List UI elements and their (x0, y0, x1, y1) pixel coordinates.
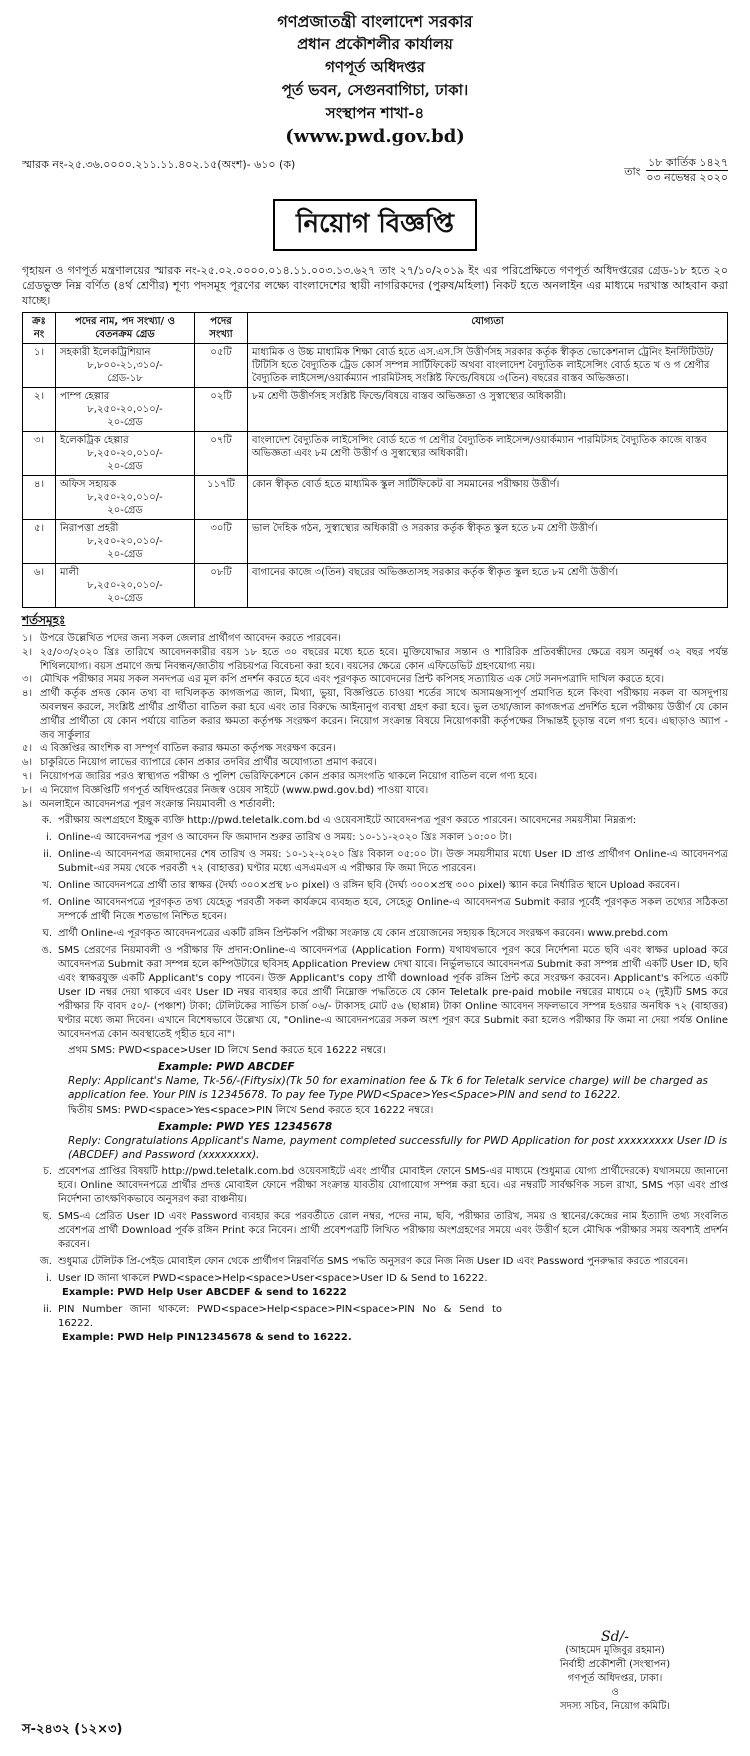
office-name: প্রধান প্রকৌশলীর কার্যালয় (297, 35, 453, 53)
item-text: প্রবেশপত্র প্রাপ্তির বিষয়টি http://pwd.teletalk.com.bd ওয়েবসাইটে এবং প্রার্থীর মোবাইল ফোনে SMS-এর মাধ্যমে (শুধুমাত্র যোগ্য প্রার্থীদেরকে) যথাসময়ে জানানো হবে। Online আবেদনপত্রে প্রার্থীর প্রদত্ত মোবাইল ফোনে পরীক্ষা সংক্রান্ত যাবতীয় যোগাযোগ সম্পন্ন করা হবে। এর নম্বরটি সার্বক্ষণিক সচল রাখা, SMS পড়া এবং প্রাপ্ত নির্দেশনা তাৎক্ষণিকভাবে অনুসরণ করা বাঞ্চনীয়। (58, 1166, 728, 1206)
item-text: PIN Number জানা থাকলে: PWD<space>Help<space>PIN<space>PIN No & Send to 16222. (58, 1304, 502, 1330)
row-post (56, 344, 195, 388)
row-post: পাম্প হেল্পার (60, 391, 110, 402)
item-text: অনলাইনে আবেদনপত্র পূরণ সংক্রান্ত নিয়মাবলী ও শর্তাবলী: (40, 798, 276, 810)
sms-second-block (68, 1104, 728, 1134)
sms-first: প্রথম SMS: PWD<space>User ID লিখে Send করতে হবে 16222 নম্বরে। (68, 1045, 386, 1057)
row-count: ০৫টি (195, 344, 248, 388)
rule-item (22, 848, 728, 876)
item-text: Online-এ আবেদনপত্র জমাদানের শেষ তারিখ ও সময়: ১০-১২-২০২০ খ্রিঃ বিকাল ০৫:০০ টা। উক্ত সময়সীমার মধ্যে User ID প্রাপ্ত প্রার্থীগণ Online-এ আবেদনপত্র Submit-এর সময় থেকে পরবর্তী ৭২ (বাহাত্তর) ঘণ্টার মধ্যে এসএমএস এ পরীক্ষার ফি জমা দিতে পারবেন। (58, 849, 728, 875)
signatory-role: সদস্য সচিব, নিয়োগ কমিটি। (560, 1701, 670, 1712)
row-serial: ৫। (23, 520, 56, 564)
item-number: গ. (42, 897, 52, 909)
posts-table (22, 312, 728, 608)
date-label: তাং (624, 165, 641, 178)
item-text: উপরে উল্লেখিত পদের জন্য সকল জেলার প্রার্থীগণ আবেদন করতে পারবেন। (40, 633, 341, 644)
row-serial: ৩। (23, 432, 56, 476)
table-row (23, 432, 728, 476)
rule-item (22, 831, 728, 845)
row-grade: ২০-গ্রেড (107, 505, 143, 516)
row-grade: গ্রেড-১৮ (107, 373, 143, 384)
terms-list (22, 632, 728, 811)
item-text: প্রার্থী Online-এ পূরণকৃত আবেদনপত্রের একটি রঙ্গিন প্রিন্টকপি পরীক্ষা সংক্রান্ত যে কোন প্রয়োজনের সহায়ক হিসেবে সংরক্ষণ করবেন। www.prebd.com (58, 928, 668, 940)
item-number: খ. (42, 880, 52, 892)
signatory-and: ও (611, 1687, 619, 1698)
rule-item (22, 1210, 728, 1252)
letterhead (22, 10, 728, 148)
row-post: ইলেকট্রিক হেল্পার (60, 435, 129, 446)
item-example: Example: PWD Help PIN12345678 & send to 16222. (62, 1332, 352, 1344)
item-number: ছ. (42, 1211, 52, 1223)
terms-title: শর্তসমূহঃ (22, 613, 66, 627)
item-number: জ. (39, 1256, 52, 1268)
row-count: ১১৭টি (195, 476, 248, 520)
notice-title: নিয়োগ বিজ্ঞপ্তি (273, 199, 477, 251)
rule-item (22, 944, 728, 1042)
item-number: ঘ. (42, 928, 52, 940)
row-scale: ৮,২৫০-২০,০১০/- (87, 580, 163, 591)
table-row (23, 564, 728, 608)
row-qualification: ৮ম শ্রেণী উত্তীর্ণসহ সংশ্লিষ্ট ফিল্ডে/বিষয়ে বাস্তব অভিজ্ঞতা ও সুস্বাস্থ্যের অধিকারী। (248, 388, 728, 432)
col-post: পদের নাম, পদ সংখ্যা/ ও বেতনক্রম গ্রেড (56, 313, 195, 344)
item-text: SMS প্রেরণের নিয়মাবলী ও পরীক্ষার ফি প্রদান:Online-এ আবেদনপত্র (Application Form) যথাযথভাবে পূরণ করে নির্দেশনা মতে ছবি এবং স্বাক্ষর upload করে আবেদনপত্র Submit করা সম্পন্ন হলে কম্পিউটারে ছবিসহ Application Preview দেখা যাবে। নির্ভুলভাবে আবেদনপত্র Submit করা সম্পন্ন প্রার্থী একটি User ID, ছবি এবং স্বাক্ষরযুক্ত একটি Applicant's copy পাবেন। উক্ত Applicant's copy প্রার্থী download পূর্বক রঙ্গিন প্রিন্ট করে সংরক্ষণ করবেন। Applicant's কপিতে একটি User ID নম্বর দেয়া থাকবে এবং User ID নম্বর ব্যবহার করে প্রার্থী নিম্নোক্ত পদ্ধতিতে যে কোন Teletalk pre-paid mobile নম্বরের মাধ্যমে ০২ (দুই)টি SMS করে পরীক্ষার ফি বাবদ ৫০/- (পঞ্চাশ) টাকা; টেলিটকের সার্ভিস চার্জ ০৬/- টাকাসহ মোট ৫৬ (ছাপ্পান্ন) টাকা Online আবেদন সফলভাবে সম্পন্ন হওয়ার অনধিক ৭২ (বাহাত্তর) ঘণ্টার মধ্যে জমা দিবেন। এখানে বিশেষভাবে উল্লেখ্য যে, "Online-এ আবেদনপত্রের সকল অংশ পূরণ করে Submit করা হলেও পরীক্ষার ফি জমা না দেয়া পর্যন্ত Online আবেদনপত্র কোন অবস্থাতেই গৃহীত হবে না"। (58, 945, 728, 1041)
item-number: ৯। (22, 798, 33, 810)
table-row (23, 344, 728, 388)
row-scale: ৮,৮০০-২১,৩১০/- (87, 360, 163, 371)
term-item (22, 687, 728, 742)
table-row (23, 388, 728, 432)
item-number: ক. (41, 815, 52, 827)
item-text: Online-এ আবেদনপত্র পূরণ ও আবেদন ফি জমাদান শুরুর তারিখ ও সময়: ১০-১১-২০২০ খ্রিঃ সকাল ১০:০০ টা। (58, 832, 512, 844)
sms-section (68, 1044, 728, 1074)
term-item (22, 770, 728, 784)
sms-second: দ্বিতীয় SMS: PWD<space>Yes<space>PIN লিখে Send করতে হবে 16222 নম্বরে। (68, 1105, 434, 1117)
term-item (22, 784, 728, 798)
signatory-designation: নির্বাহী প্রকৌশলী (সংস্থাপন) (559, 1659, 671, 1670)
row-serial: ৪। (23, 476, 56, 520)
item-text: ২৫/০৩/২০২০ খ্রিঃ তারিখে আবেদনকারীর বয়স ১৮ হতে ৩০ বছরের মধ্যে হতে হবে। মুক্তিযোদ্ধার সন্তান ও শারিরিক প্রতিবন্ধীদের ক্ষেত্রে বয়স অনুর্ধ্ব ৩২ বছর পর্যন্ত শিথিলযোগ্য। বয়স প্রমাণে জন্ম নিবন্ধন/জাতীয় পরিচয়পত্র বিবেচনা করা হবে। বয়সের ক্ষেত্রে কোন এফিডেভিট গ্রহণযোগ্য নয়। (40, 646, 728, 672)
sms-second-example: Example: PWD YES 12345678 (158, 1121, 333, 1134)
item-text: Online আবেদনপত্রে প্রার্থী তার স্বাক্ষর (দৈর্ঘ্য ৩০০×প্রস্থ ৮০ pixel) ও রঙ্গিন ছবি (দৈর্ঘ্য ৩০০×প্রস্থ ৩০০ pixel) স্ক্যান করে নির্ধারিত স্থানে Upload করবেন। (58, 880, 680, 892)
row-post (56, 564, 195, 608)
row-qualification: বাগানের কাজে ৩(তিন) বছরের অভিজ্ঞতাসহ সরকার কর্তৃক স্বীকৃত স্কুল হতে ৮ম শ্রেণী উত্তীর্ণ। (248, 564, 728, 608)
govt-title: গণপ্রজাতন্ত্রী বাংলাদেশ সরকার (277, 12, 473, 31)
row-count: ৩০টি (195, 520, 248, 564)
posts-table-body (23, 344, 728, 608)
item-number: i. (46, 832, 52, 844)
item-number: ২। (22, 646, 33, 658)
rule-item (22, 879, 728, 893)
row-post: অফিস সহায়ক (60, 479, 117, 490)
item-text: এ বিজ্ঞপ্তির আংশিক বা সম্পূর্ণ বাতিল করার ক্ষমতা কর্তৃপক্ষ সংরক্ষণ করেন। (40, 743, 336, 755)
memo-line (22, 156, 728, 185)
rule-item (22, 927, 728, 941)
recovery-item (22, 1303, 502, 1331)
row-qualification: বাংলাদেশ বৈদ্যুতিক লাইসেন্সিং বোর্ড হতে গ শ্রেণীর বৈদ্যুতিক লাইসেন্স/ওয়ার্কম্যান পারমিটসহ বৈদ্যুতিক কাজে বাস্তব অভিজ্ঞতা এবং ৮ম শ্রেণী উত্তীর্ণ ও সুস্বাস্থ্যের অধিকারী। (248, 432, 728, 476)
signature-mark: Sd/- (601, 1629, 629, 1645)
col-serial: ক্রঃ নং (23, 313, 56, 344)
row-scale: ৮,২৫০-২০,০১০/- (87, 536, 163, 547)
row-grade: ২০-গ্রেড (107, 461, 143, 472)
application-rules (22, 814, 728, 1042)
row-post: মালী (60, 567, 79, 578)
col-qualification: যোগ্যতা (248, 313, 728, 344)
item-text: এ নিয়োগ বিজ্ঞপ্তিটি গণপূর্ত অধিদপ্তরের নিজস্ব ওয়েব সাইটে (www.pwd.gov.bd) পাওয়া যাবে। (40, 784, 429, 796)
sms-first-reply: Reply: Applicant's Name, Tk-56/-(Fiftysix)(Tk 50 for examination fee & Tk 6 for Teletalk service charge) will be charged as application fee. Your PIN is 12345678. To pay fee Type PWD<Space>Yes<Space>PIN and send to 16222. (68, 1075, 709, 1102)
term-item (22, 756, 728, 770)
signature-block (510, 1630, 720, 1714)
item-number: ১। (22, 633, 33, 644)
term-item (22, 742, 728, 756)
row-qualification: মাধ্যমিক ও উচ্চ মাধ্যমিক শিক্ষা বোর্ড হতে এস.এস.সি উত্তীর্ণসহ সরকার কর্তৃক স্বীকৃত ভোকেশনাল ট্রেনিং ইনস্টিটিউট/টিটিসি হতে বৈদ্যুতিক ট্রেড কোর্স সম্পন্ন সার্টিফিকেট অথবা বাংলাদেশ বৈদ্যুতিক লাইসেন্সিং বোর্ড হতে খ ও গ শ্রেণীর বৈদ্যুতিক লাইসেন্স/ওয়ার্কম্যান পারমিটসহ সংশ্লিষ্ট ফিল্ডে/বিষয়ে ৩(তিন) বছরের বাস্তব অভিজ্ঞতা। (248, 344, 728, 388)
date-bn: ১৮ কার্তিক ১৪২৭ (648, 156, 728, 169)
row-grade: ২০-গ্রেড (107, 417, 143, 428)
website-link[interactable]: (www.pwd.gov.bd) (285, 126, 465, 147)
row-qualification: ভাল দৈহিক গঠন, সুস্বাস্থ্যের অধিকারী ও সরকার কর্তৃক স্বীকৃত স্কুল হতে ৮ম শ্রেণী উত্তীর্ণ। (248, 520, 728, 564)
item-number: ঙ. (41, 945, 52, 957)
table-row (23, 520, 728, 564)
item-text: চাকুরিতে নিয়োগ লাভের ব্যাপারে কোন প্রকার তদবির প্রার্থীর অযোগ্যতা প্রমাণ করবে। (40, 757, 377, 769)
row-grade: ২০-গ্রেড (107, 549, 143, 560)
item-text: User ID জানা থাকলে PWD<space>Help<space>User<space>User ID & Send to 16222. (58, 1273, 488, 1285)
item-number: ৬। (22, 757, 33, 769)
item-text: মৌখিক পরীক্ষার সময় সকল সনদপত্র এর মূল কপি প্রদর্শন করতে হবে এবং পূরণকৃত আবেদনের প্রিন্ট কপিসহ সত্যায়িত এক সেট সনদপত্রাদি দাখিল করতে হবে। (40, 674, 665, 686)
row-post: সহকারী ইলেকট্রিশিয়ান (60, 347, 151, 358)
item-text: Online আবেদনপত্রে পূরণকৃত তথ্য যেহেতু পরবর্তী সকল কার্যক্রমে ব্যবহৃত হবে, সেহেতু Online-এ আবেদনপত্র Submit করার পূর্বেই পূরণকৃত সকল তথ্যের সঠিকতা সম্পর্কে প্রার্থী নিজে শতভাগ নিশ্চিত হবেন। (58, 897, 728, 923)
item-number: ৩। (22, 674, 33, 686)
row-count: ০৮টি (195, 564, 248, 608)
term-item (22, 646, 728, 674)
row-scale: ৮,২৫০-২০,০১০/- (87, 448, 163, 459)
row-post (56, 476, 195, 520)
rule-item (22, 814, 728, 828)
term-item (22, 673, 728, 687)
date-en: ০৩ নভেম্বর ২০২০ (646, 171, 728, 184)
row-serial: ১। (23, 344, 56, 388)
recovery-rules (22, 1272, 502, 1345)
item-text: পরীক্ষায় অংশগ্রহণে ইচ্ছুক ব্যক্তি http://pwd.teletalk.com.bd এ ওয়েবসাইটে আবেদনপত্র পূরণ করতে পারবেন। আবেদনের সময়সীমা নিম্নরূপ: (58, 815, 637, 827)
row-count: ০৭টি (195, 432, 248, 476)
row-scale: ৮,২৫০-২০,০১০/- (87, 492, 163, 503)
rule-item (22, 1255, 728, 1269)
row-serial: ২। (23, 388, 56, 432)
item-number: ৮। (22, 784, 33, 796)
row-grade: ২০-গ্রেড (107, 593, 143, 604)
item-number: চ. (43, 1166, 52, 1178)
table-row (23, 476, 728, 520)
footer-code: স-২৪৩২ (১২×৩) (22, 1722, 123, 1737)
item-number: ৪। (22, 688, 33, 700)
term-item (22, 798, 728, 812)
row-serial: ৬। (23, 564, 56, 608)
item-example: Example: PWD Help User ABCDEF & send to 16222 (62, 1287, 347, 1299)
intro-paragraph: গৃহায়ন ও গণপূর্ত মন্ত্রণালয়ের স্মারক নং-২৫.০২.০০০০.০১৪.১১.০০৩.১৩.৬২৭ তাং ২৭/১০/২০১৯ ইং এর পরিপ্রেক্ষিতে গণপূর্ত অধিদপ্তরের গ্রেড-১৮ হতে ২০ গ্রেডভুক্ত নিম্ন বর্ণিত (৪র্থ শ্রেণীর) শূণ্য পদসমূহ পূরণের লক্ষ্যে বাংলাদেশের স্থায়ী নাগরিকদের (পুরুষ/মহিলা) নিকট হতে অনলাইন এর মাধ্যমে দরখাস্ত আহবান করা যাচ্ছে। (22, 264, 728, 307)
item-number: i. (46, 1273, 52, 1285)
rule-item (22, 896, 728, 924)
recovery-item (22, 1272, 502, 1286)
item-number: ৫। (22, 743, 33, 755)
application-rules-2 (22, 1165, 728, 1269)
row-post (56, 432, 195, 476)
row-count: ০২টি (195, 388, 248, 432)
row-scale: ৮,২৫০-২০,০১০/- (87, 404, 163, 415)
table-header-row (23, 313, 728, 344)
memo-date (624, 156, 728, 185)
date-block (646, 156, 728, 185)
row-qualification: কোন স্বীকৃত বোর্ড হতে মাধ্যমিক স্কুল সার্টিফিকেট বা সমমানের পরীক্ষায় উত্তীর্ণ। (248, 476, 728, 520)
rule-item (22, 1165, 728, 1207)
row-post (56, 388, 195, 432)
sms-first-example: Example: PWD ABCDEF (158, 1061, 295, 1074)
term-item (22, 632, 728, 646)
signatory-office: গণপূর্ত অধিদপ্তর, ঢাকা। (567, 1673, 663, 1684)
item-text: নিয়োগপত্র জারির পরও স্বাস্থ্যগত পরীক্ষা ও পুলিশ ভেরিফিকেশনে কোন প্রকার অসংগতি থাকলে নিয়োগ বাতিল বলে গণ্য হবে। (40, 770, 538, 782)
row-post (56, 520, 195, 564)
col-count: পদের সংখ্যা (195, 313, 248, 344)
department-name: গণপূর্ত অধিদপ্তর (325, 58, 425, 76)
signatory-name: (আহমেদ মুজিবুর রহমান) (565, 1645, 665, 1656)
item-number: ৭। (22, 770, 33, 782)
item-number: ii. (43, 1304, 52, 1316)
row-post: নিরাপত্তা প্রহরী (60, 523, 119, 534)
item-number: ii. (43, 849, 52, 861)
memo-ref: স্মারক নং-২৫.৩৬.০০০০.২১১.১১.৪০২.১৫(অংশ)- ৬১০ (ক) (22, 158, 296, 171)
item-text: SMS-এ প্রেরিত User ID এবং Password ব্যবহার করে পরবর্তীতে রোল নম্বর, পদের নাম, ছবি, পরীক্ষার তারিখ, সময় ও স্থানের/কেন্দ্রের নাম ইত্যাদি তথ্য সংবলিত প্রবেশপত্র প্রার্থী Download পূর্বক রঙ্গিন Print করে নিবেন। প্রার্থী প্রবেশপত্রটি লিখিত পরীক্ষায় অংশগ্রহণের সময়ে এবং উত্তীর্ণ হলে মৌখিক পরীক্ষার সময় অবশ্যই প্রদর্শন করবেন। (58, 1211, 728, 1251)
office-address: পূর্ত ভবন, সেগুনবাগিচা, ঢাকা। (281, 81, 469, 99)
branch-name: সংস্থাপন শাখা-৪ (325, 104, 425, 122)
sms-second-reply: Reply: Congratulations Applicant's Name, payment completed successfully for PWD Application for post xxxxxxxxx User ID is (ABCDEF) and Password (xxxxxxxx). (68, 1135, 728, 1162)
item-text: প্রার্থী কর্তৃক প্রদত্ত কোন তথ্য বা দাখিলকৃত কাগজপত্র জাল, মিথ্যা, ভুয়া, বিজ্ঞপ্তিতে চাওয়া শর্তের সাথে অসামঞ্জস্যপূর্ণ প্রমাণিত হলে কিংবা পরীক্ষায় নকল বা অসদুপায় অবলম্বন করলে, সংশ্লিষ্ট প্রার্থীর প্রার্থীতা বাতিল করা হবে এবং তার বিরুদ্ধে আইনানুগ ব্যবস্থা গ্রহণ করা হবে। ভুল তথ্য/জাল কাগজপত্র প্রদর্শিত হলে পরীক্ষায় উত্তীর্ণ যে কোন প্রার্থীর প্রার্থীতা যে কোন পর্যায়ে বাতিল করার ক্ষমতা কর্তৃপক্ষ সংরক্ষণ করেন। নিয়োগ সংক্রান্ত বিষয়ে নিয়োগকারী কর্তৃপক্ষের সিদ্ধান্তই চূড়ান্ত বলে গণ্য হবে। এছাড়াও অ্যাপ - জব সার্কুলার (40, 688, 728, 741)
item-text: শুধুমাত্র টেলিটক প্রি-পেইড মোবাইল ফোন থেকে প্রার্থীগণ নিম্নবর্ণিত SMS পদ্ধতি অনুসরণ করে নিজ নিজ User ID এবং Password পুনরুদ্ধার করতে পারবেন। (58, 1256, 689, 1268)
